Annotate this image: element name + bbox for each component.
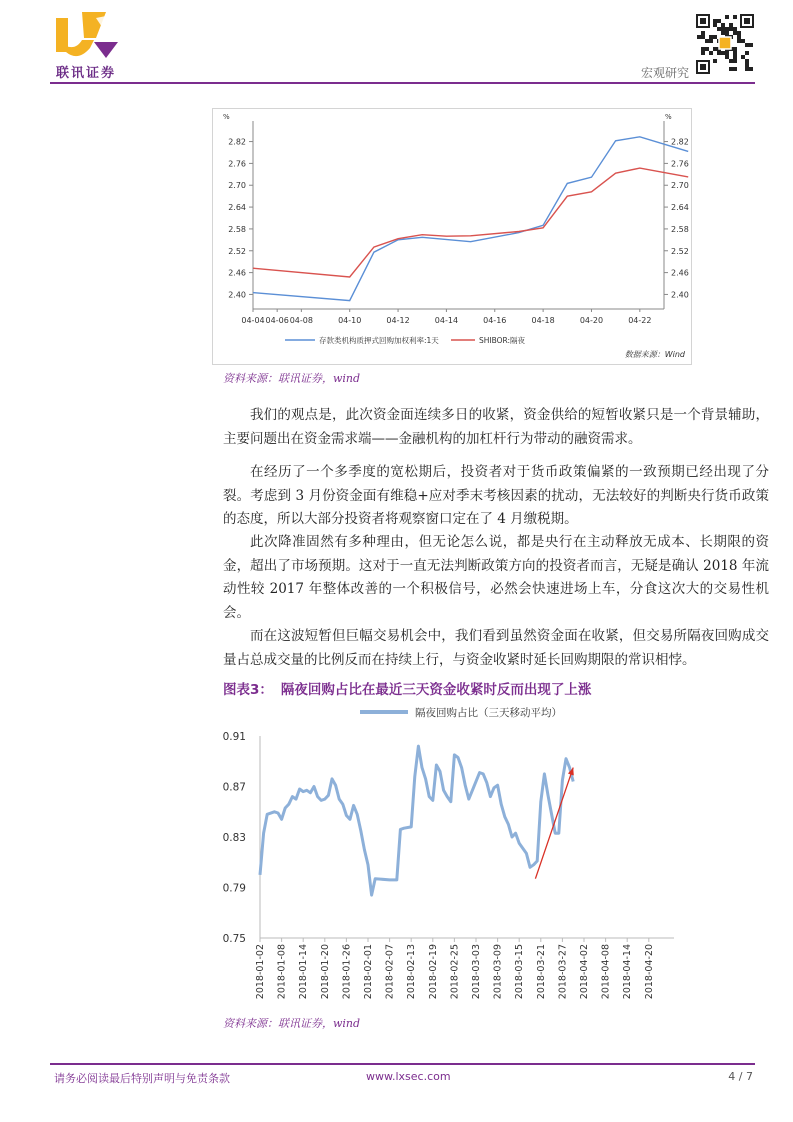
qr-module xyxy=(721,31,725,35)
chart1-y-tick-label: 2.64 xyxy=(228,203,246,213)
chart2-x-tick-label: 2018-01-20 xyxy=(319,944,331,1000)
qr-module xyxy=(713,47,717,51)
chart1-y-tick-label-right: 2.70 xyxy=(671,181,689,191)
footer-website[interactable]: www.lxsec.com xyxy=(366,1070,451,1083)
qr-module xyxy=(713,23,717,27)
qr-module xyxy=(737,39,741,43)
lianxun-logo-icon xyxy=(56,12,120,60)
footer-disclaimer: 请务必阅读最后特别声明与免责条款 xyxy=(54,1072,230,1085)
qr-module xyxy=(709,39,713,43)
qr-module xyxy=(701,31,705,35)
chart1-y-tick-label: 2.82 xyxy=(228,137,246,147)
qr-module xyxy=(733,59,737,63)
chart2-y-tick-label: 0.87 xyxy=(222,781,246,794)
chart2-x-tick-label: 2018-02-01 xyxy=(363,944,374,1000)
chart2-x-tick-label: 2018-04-14 xyxy=(622,944,634,1000)
chart1-y-unit-left: % xyxy=(223,113,230,121)
chart1-y-tick-label: 2.40 xyxy=(228,290,246,300)
qr-module xyxy=(749,67,753,71)
chart2-y-tick-label: 0.75 xyxy=(222,933,246,945)
qr-module xyxy=(705,39,709,43)
qr-module xyxy=(733,15,737,19)
qr-module xyxy=(745,63,749,67)
chart1-x-tick-label: 04-16 xyxy=(483,316,507,325)
figure3-title: 隔夜回购占比在最近三天资金收紧时反而出现了上涨 xyxy=(280,682,592,698)
qr-module xyxy=(733,27,737,31)
qr-module xyxy=(745,67,749,71)
chart2-trend-arrow xyxy=(535,768,573,879)
chart1-y-tick-label-right: 2.76 xyxy=(671,159,689,169)
chart2-svg xyxy=(212,698,692,1008)
qr-module xyxy=(725,31,729,35)
qr-module xyxy=(709,35,713,39)
chart1-y-tick-label-right: 2.52 xyxy=(671,246,689,256)
chart1-y-tick-label: 2.70 xyxy=(228,181,246,191)
qr-module xyxy=(741,39,745,43)
logo xyxy=(56,12,120,60)
chart1-y-tick-label-right: 2.58 xyxy=(671,224,689,234)
qr-center-logo xyxy=(719,37,731,49)
qr-module xyxy=(733,47,737,51)
chart2-y-tick-label: 0.83 xyxy=(222,832,246,844)
chart2-legend-label: 隔夜回购占比（三天移动平均） xyxy=(415,707,562,719)
chart1-legend-label-1: 存款类机构质押式回购加权利率:1天 xyxy=(319,336,439,345)
footer-divider xyxy=(50,1063,755,1065)
chart1-frame xyxy=(212,108,692,365)
chart1-y-tick-label-right: 2.82 xyxy=(671,137,689,147)
paragraph-1: 我们的观点是，此次资金面连续多日的收紧，资金供给的短暂收紧只是一个背景辅助，主要问题出在资金需求端——金融机构的加杠杆行为带动的融资需求。 xyxy=(223,407,769,447)
chart2-x-tick-label: 2018-03-27 xyxy=(557,944,569,1000)
qr-module xyxy=(725,55,729,59)
chart1-x-tick-label: 04-04 xyxy=(241,316,265,325)
qr-finder-core xyxy=(744,18,750,24)
qr-finder-core xyxy=(700,18,706,24)
chart2-y-tick-label: 0.79 xyxy=(222,882,246,895)
chart1-legend-label-2: SHIBOR:隔夜 xyxy=(479,336,526,345)
qr-module xyxy=(745,43,749,47)
qr-module xyxy=(717,19,721,23)
qr-module xyxy=(729,23,733,27)
chart2-series-line xyxy=(260,746,573,895)
chart1-x-tick-label: 04-14 xyxy=(434,316,459,325)
chart1-y-tick-label-right: 2.46 xyxy=(671,268,689,278)
qr-module xyxy=(705,47,709,51)
qr-module xyxy=(749,43,753,47)
qr-module xyxy=(701,35,705,39)
chart2-area xyxy=(212,698,692,1008)
qr-module xyxy=(729,67,733,71)
qr-module xyxy=(721,27,725,31)
qr-module xyxy=(733,51,737,55)
chart2-x-tick-label: 2018-03-15 xyxy=(514,944,526,1000)
qr-module xyxy=(729,27,733,31)
chart1-x-tick-label: 04-20 xyxy=(579,316,604,325)
header-divider xyxy=(50,82,755,84)
chart2-x-tick-label: 2018-02-19 xyxy=(427,944,439,1000)
qr-module xyxy=(721,23,725,27)
chart1-data-source-note: 数据来源：Wind xyxy=(624,350,685,359)
qr-module xyxy=(697,35,701,39)
chart1-source-caption: 资料来源：联讯证券，wind xyxy=(223,372,361,385)
qr-module xyxy=(729,59,733,63)
chart2-x-tick-label: 2018-01-02 xyxy=(255,944,266,1000)
chart1-series-line-1 xyxy=(253,137,688,301)
chart2-x-tick-label: 2018-04-02 xyxy=(579,944,590,1000)
qr-module xyxy=(717,51,721,55)
qr-module xyxy=(701,51,705,55)
chart2-y-tick-label: 0.91 xyxy=(222,731,246,743)
figure3-source-caption: 资料来源：联讯证券，wind xyxy=(223,1017,361,1030)
qr-module xyxy=(725,51,729,55)
chart1-y-tick-label-right: 2.40 xyxy=(671,290,689,300)
chart1-x-tick-label: 04-08 xyxy=(289,316,313,325)
chart1-series-line-2 xyxy=(253,168,688,277)
chart1-y-tick-label: 2.46 xyxy=(228,268,246,278)
chart2-x-tick-label: 2018-02-13 xyxy=(406,944,418,1000)
figure3-title-row xyxy=(223,678,591,698)
qr-module xyxy=(709,51,713,55)
chart2-x-tick-label: 2018-02-25 xyxy=(449,944,461,1000)
chart1-y-tick-label: 2.58 xyxy=(228,224,246,234)
chart1-y-tick-label: 2.76 xyxy=(228,159,246,169)
footer-page-number: 4 / 7 xyxy=(728,1070,753,1083)
qr-module xyxy=(733,55,737,59)
chart1-x-tick-label: 04-12 xyxy=(386,316,410,325)
figure3-label: 图表3： xyxy=(223,682,273,698)
qr-module xyxy=(713,59,717,63)
chart2-x-tick-label: 2018-03-21 xyxy=(535,944,547,1000)
qr-module xyxy=(725,15,729,19)
chart2-x-tick-label: 2018-02-07 xyxy=(384,944,396,1000)
qr-code-icon xyxy=(695,13,755,75)
paragraph-2: 在经历了一个多季度的宽松期后，投资者对于货币政策偏紧的一致预期已经出现了分裂。考虑到 3 月份资金面有维稳+应对季末考核因素的扰动，无法较好的判断央行货币政策的态度，所以大部分投资者将观察窗口定在了 4 月缴税期。 xyxy=(223,464,769,527)
chart2-x-tick-label: 2018-04-20 xyxy=(643,944,655,1000)
chart1-x-tick-label: 04-18 xyxy=(531,316,555,325)
chart1-x-tick-label: 04-06 xyxy=(265,316,289,325)
qr-module xyxy=(737,35,741,39)
chart1-x-tick-label: 04-22 xyxy=(628,316,652,325)
brand-name: 联讯证券 xyxy=(56,66,117,81)
qr-module xyxy=(713,19,717,23)
qr-finder-core xyxy=(700,64,706,70)
chart1-svg xyxy=(213,109,691,364)
chart1-y-unit-right: % xyxy=(665,113,672,121)
chart2-x-tick-label: 2018-03-09 xyxy=(492,944,504,1000)
qr-module xyxy=(737,31,741,35)
chart2-x-tick-label: 2018-01-14 xyxy=(298,944,310,1000)
qr-module xyxy=(725,27,729,31)
paragraph-3: 此次降准固然有多种理由，但无论怎么说，都是央行在主动释放无成本、长期限的资金，超出了市场预期。这对于一直无法判断政策方向的投资者而言，无疑是确认 2018 年流动性较 2017 年整体改善的一个积极信号，必然会快速进场上车，分食这次大的交易性机会。 xyxy=(223,534,769,621)
qr-module xyxy=(717,27,721,31)
chart1-y-tick-label-right: 2.64 xyxy=(671,203,689,213)
chart2-x-tick-label: 2018-04-08 xyxy=(600,944,612,1000)
qr-module xyxy=(713,35,717,39)
paragraph-4: 而在这波短暂但巨幅交易机会中，我们看到虽然资金面在收紧，但交易所隔夜回购成交量占总成交量的比例反而在持续上行，与资金收紧时延长回购期限的常识相悖。 xyxy=(223,628,769,668)
qr-module xyxy=(733,31,737,35)
chart1-y-tick-label: 2.52 xyxy=(228,246,246,256)
chart2-x-tick-label: 2018-01-08 xyxy=(276,944,288,1000)
chart2-x-tick-label: 2018-03-03 xyxy=(471,944,482,1000)
chart2-x-tick-label: 2018-01-26 xyxy=(341,944,353,1000)
qr-module xyxy=(733,67,737,71)
qr-module xyxy=(701,47,705,51)
qr-module xyxy=(745,59,749,63)
qr-module xyxy=(745,51,749,55)
section-label: 宏观研究 xyxy=(640,66,689,80)
qr-module xyxy=(741,55,745,59)
chart1-x-tick-label: 04-10 xyxy=(338,316,362,325)
qr-module xyxy=(721,51,725,55)
